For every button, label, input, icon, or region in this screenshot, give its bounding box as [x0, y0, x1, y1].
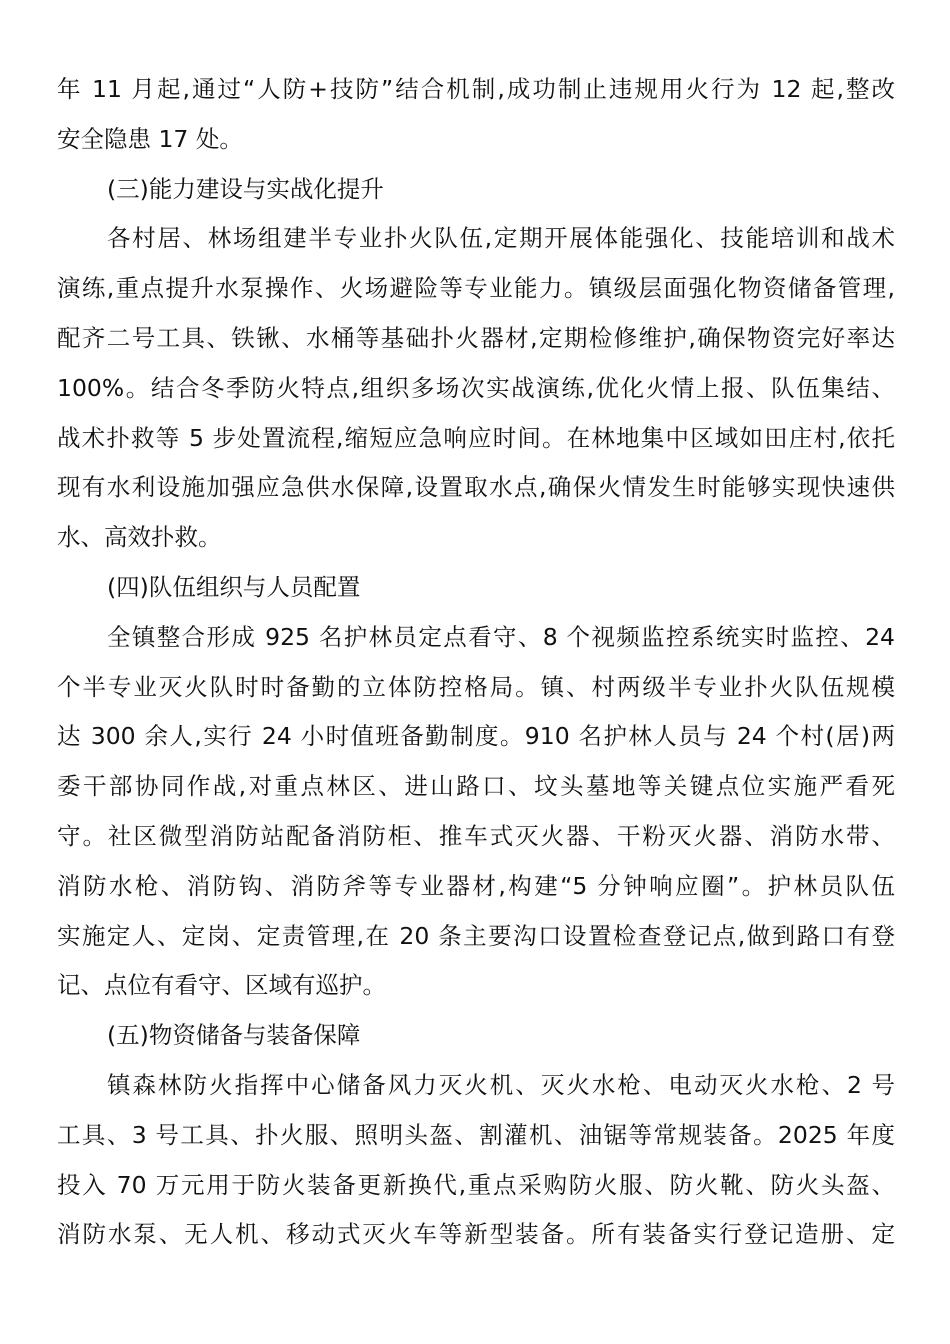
text-line: 安全隐患 17 处。 [57, 124, 243, 153]
text-line: 消防水泵、无人机、移动式灭火车等新型装备。所有装备实行登记造册、定 [57, 1220, 895, 1249]
section-heading-5: (五)物资储备与装备保障 [107, 1021, 361, 1050]
text-line: 守。社区微型消防站配备消防柜、推车式灭火器、干粉灭火器、消防水带、 [57, 821, 895, 850]
text-line: 现有水利设施加强应急供水保障,设置取水点,确保火情发生时能够实现快速供 [57, 473, 895, 502]
text-line: 各村居、林场组建半专业扑火队伍,定期开展体能强化、技能培训和战术 [107, 224, 895, 253]
text-line: 委干部协同作战,对重点林区、进山路口、坟头墓地等关键点位实施严看死 [57, 772, 895, 801]
paragraph-capability-building [57, 214, 895, 563]
text-line: 实施定人、定岗、定责管理,在 20 条主要沟口设置检查登记点,做到路口有登 [57, 921, 895, 950]
text-line: 投入 70 万元用于防火装备更新换代,重点采购防火服、防火靴、防火头盔、 [57, 1170, 895, 1199]
text-line: 配齐二号工具、铁锹、水桶等基础扑火器材,定期检修维护,确保物资完好率达 [57, 323, 895, 352]
paragraph-continuation [57, 65, 895, 165]
text-line: 个半专业灭火队时时备勤的立体防控格局。镇、村两级半专业扑火队伍规模 [57, 672, 895, 701]
text-line: 水、高效扑救。 [57, 523, 222, 552]
section-heading-3: (三)能力建设与实战化提升 [107, 174, 384, 203]
text-line: 镇森林防火指挥中心储备风力灭火机、灭火水枪、电动灭火水枪、2 号 [107, 1070, 895, 1099]
text-line: 达 300 余人,实行 24 小时值班备勤制度。910 名护林人员与 24 个村(居)两 [57, 722, 895, 751]
section-heading-4: (四)队伍组织与人员配置 [107, 572, 361, 601]
text-line: 演练,重点提升水泵操作、火场避险等专业能力。镇级层面强化物资储备管理, [57, 274, 895, 303]
text-line: 100%。结合冬季防火特点,组织多场次实战演练,优化火情上报、队伍集结、 [57, 373, 895, 402]
text-line: 年 11 月起,通过“人防+技防”结合机制,成功制止违规用火行为 12 起,整改 [57, 75, 895, 103]
document-page [57, 65, 895, 1260]
text-line: 战术扑救等 5 步处置流程,缩短应急响应时间。在林地集中区域如田庄村,依托 [57, 423, 895, 452]
text-line: 记、点位有看守、区域有巡护。 [57, 971, 386, 1000]
paragraph-equipment-reserve [57, 1061, 895, 1260]
paragraph-team-organization [57, 613, 895, 1011]
text-line: 工具、3 号工具、扑火服、照明头盔、割灌机、油锯等常规装备。2025 年度 [57, 1120, 895, 1149]
text-line: 消防水枪、消防钩、消防斧等专业器材,构建“5 分钟响应圈”。护林员队伍 [57, 871, 895, 900]
text-line: 全镇整合形成 925 名护林员定点看守、8 个视频监控系统实时监控、24 [107, 622, 895, 651]
